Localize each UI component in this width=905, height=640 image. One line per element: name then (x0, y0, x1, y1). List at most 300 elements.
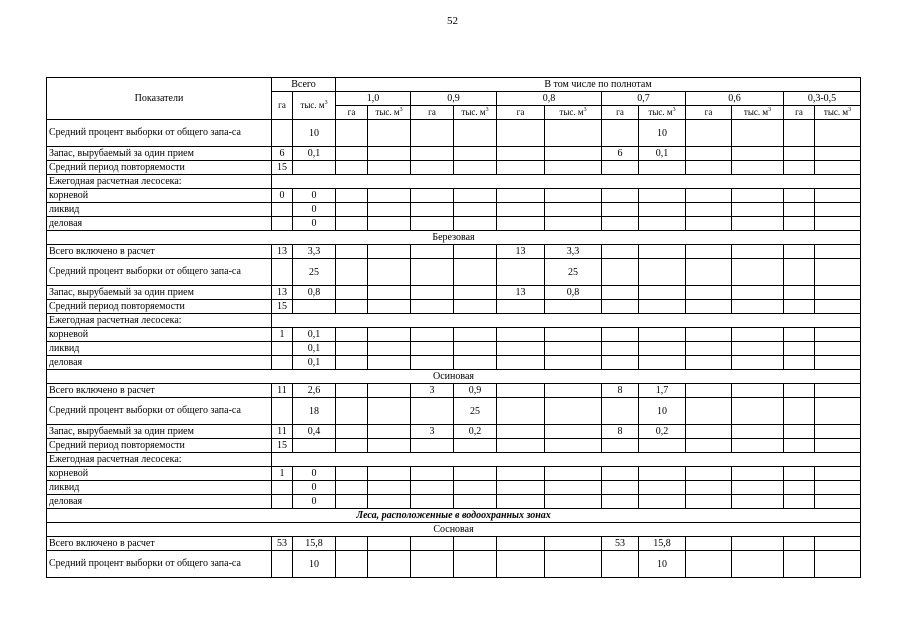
table-cell (454, 286, 497, 300)
table-cell (545, 467, 602, 481)
table-cell (454, 259, 497, 286)
header-density: 1,0 (336, 92, 411, 106)
table-cell (784, 384, 815, 398)
table-cell (497, 384, 545, 398)
table-cell (368, 551, 411, 578)
table-cell (336, 259, 368, 286)
table-row (47, 189, 861, 203)
header-unit-volume: тыс. $м^3$ (815, 106, 861, 120)
table-cell (639, 286, 686, 300)
table-cell (368, 398, 411, 425)
table-cell (784, 481, 815, 495)
table-cell (815, 439, 861, 453)
table-cell (815, 189, 861, 203)
table-cell (815, 537, 861, 551)
table-cell: 3,3 (293, 245, 336, 259)
table-cell (602, 342, 639, 356)
table-cell (732, 328, 784, 342)
table-row (47, 481, 861, 495)
table-cell (411, 189, 454, 203)
table-cell (602, 217, 639, 231)
table-cell (336, 439, 368, 453)
table-cell (272, 495, 293, 509)
table-cell (732, 551, 784, 578)
table-row (47, 509, 861, 523)
table-cell (732, 398, 784, 425)
table-cell (732, 495, 784, 509)
table-cell (639, 189, 686, 203)
table-cell (368, 425, 411, 439)
table-cell (732, 217, 784, 231)
table-cell (336, 342, 368, 356)
table-cell: 25 (293, 259, 336, 286)
table-cell: 0,1 (293, 356, 336, 370)
header-indicators: Показатели (47, 78, 272, 120)
table-row (47, 495, 861, 509)
table-cell (545, 439, 602, 453)
table-cell (815, 425, 861, 439)
table-cell (639, 481, 686, 495)
table-cell: 0 (293, 495, 336, 509)
table-cell (454, 300, 497, 314)
table-cell: 15 (272, 161, 293, 175)
table-cell (732, 537, 784, 551)
page-number: 52 (447, 15, 458, 27)
table-cell (545, 203, 602, 217)
header-unit-volume: тыс. $м^3$ (639, 106, 686, 120)
table-cell (784, 342, 815, 356)
table-cell (411, 551, 454, 578)
table-cell: 0,1 (293, 147, 336, 161)
table-cell (497, 425, 545, 439)
table-cell: 53 (272, 537, 293, 551)
table-cell (368, 495, 411, 509)
table-cell (272, 398, 293, 425)
row-empty (272, 453, 861, 467)
table-cell (639, 495, 686, 509)
table-cell (545, 384, 602, 398)
table-cell: 6 (602, 147, 639, 161)
table-cell (411, 147, 454, 161)
table-cell: 11 (272, 425, 293, 439)
table-cell (639, 217, 686, 231)
table-cell (411, 161, 454, 175)
table-cell (815, 356, 861, 370)
table-cell (411, 286, 454, 300)
table-cell (368, 203, 411, 217)
table-cell (368, 537, 411, 551)
table-cell (686, 439, 732, 453)
table-cell (411, 328, 454, 342)
table-cell (272, 551, 293, 578)
table-cell (368, 245, 411, 259)
row-label: Средний процент выборки от общего запа-са (47, 259, 272, 286)
table-row (47, 175, 861, 189)
table-cell (336, 286, 368, 300)
table-cell (454, 342, 497, 356)
table-cell (784, 300, 815, 314)
table-cell (272, 217, 293, 231)
row-label: корневой (47, 189, 272, 203)
table-cell (368, 300, 411, 314)
table-cell (411, 467, 454, 481)
row-label: ликвид (47, 203, 272, 217)
table-cell (497, 259, 545, 286)
table-cell (545, 425, 602, 439)
table-cell (815, 217, 861, 231)
table-cell (411, 342, 454, 356)
table-cell (497, 398, 545, 425)
section-heading: Осиновая (47, 370, 861, 384)
table-cell: 0 (293, 467, 336, 481)
table-cell: 10 (639, 551, 686, 578)
table-cell (602, 120, 639, 147)
table-cell (336, 551, 368, 578)
table-cell (545, 328, 602, 342)
table-cell (336, 203, 368, 217)
table-cell (602, 356, 639, 370)
table-row (47, 356, 861, 370)
table-cell: 0,1 (639, 147, 686, 161)
header-unit-volume: тыс. $м^3$ (368, 106, 411, 120)
table-cell (454, 189, 497, 203)
table-cell: 1 (272, 328, 293, 342)
table-cell (272, 356, 293, 370)
table-cell (454, 495, 497, 509)
table-cell (784, 356, 815, 370)
header-total-volume: тыс. $м^3$ (293, 92, 336, 120)
table-cell (732, 245, 784, 259)
table-cell (497, 551, 545, 578)
table-row (47, 398, 861, 425)
table-cell (497, 342, 545, 356)
table-row (47, 342, 861, 356)
table-cell (411, 259, 454, 286)
table-cell (497, 328, 545, 342)
table-cell (272, 342, 293, 356)
table-cell (815, 203, 861, 217)
table-cell: 18 (293, 398, 336, 425)
header-by-density: В том числе по полнотам (336, 78, 861, 92)
table-cell (639, 439, 686, 453)
table-cell (368, 342, 411, 356)
table-cell (454, 537, 497, 551)
table-cell (686, 120, 732, 147)
table-cell (411, 537, 454, 551)
table-cell (815, 467, 861, 481)
table-cell (815, 384, 861, 398)
forest-table (46, 77, 861, 578)
row-label: Средний период повторяемости (47, 439, 272, 453)
table-cell (336, 328, 368, 342)
table-cell (497, 203, 545, 217)
table-cell (784, 398, 815, 425)
table-cell (639, 259, 686, 286)
table-cell (497, 439, 545, 453)
header-unit-volume: тыс. $м^3$ (545, 106, 602, 120)
table-cell: 25 (545, 259, 602, 286)
table-row (47, 537, 861, 551)
table-cell (336, 189, 368, 203)
table-cell (732, 189, 784, 203)
table-cell (454, 551, 497, 578)
table-cell (732, 356, 784, 370)
table-cell: 2,6 (293, 384, 336, 398)
table-cell (411, 398, 454, 425)
row-label: Ежегодная расчетная лесосека: (47, 453, 272, 467)
table-cell: 0 (293, 203, 336, 217)
table-cell (336, 120, 368, 147)
table-cell (815, 342, 861, 356)
table-cell (686, 384, 732, 398)
table-cell (545, 342, 602, 356)
table-cell (368, 286, 411, 300)
table-cell (497, 356, 545, 370)
table-cell (784, 217, 815, 231)
table-row (47, 328, 861, 342)
table-cell: 0,8 (293, 286, 336, 300)
table-cell: 13 (272, 286, 293, 300)
table-cell: 13 (497, 286, 545, 300)
table-cell (497, 161, 545, 175)
table-cell (336, 467, 368, 481)
row-label: корневой (47, 328, 272, 342)
header-unit-volume: тыс. $м^3$ (732, 106, 784, 120)
table-cell (732, 161, 784, 175)
table-cell (293, 161, 336, 175)
table-cell (454, 203, 497, 217)
table-cell (639, 245, 686, 259)
table-cell (639, 342, 686, 356)
table-cell (602, 300, 639, 314)
row-label: Средний процент выборки от общего запа-са (47, 398, 272, 425)
table-cell (454, 481, 497, 495)
table-cell (784, 147, 815, 161)
table-row (47, 203, 861, 217)
table-cell (545, 120, 602, 147)
table-cell (336, 425, 368, 439)
table-cell (497, 495, 545, 509)
section-heading: Леса, расположенные в водоохранных зонах (47, 509, 861, 523)
table-cell (293, 300, 336, 314)
table-cell (784, 328, 815, 342)
table-cell (784, 439, 815, 453)
table-cell (639, 300, 686, 314)
header-unit-volume: тыс. $м^3$ (454, 106, 497, 120)
table-cell: 53 (602, 537, 639, 551)
table-cell (686, 147, 732, 161)
row-label: ликвид (47, 481, 272, 495)
table-cell (411, 217, 454, 231)
table-cell (602, 203, 639, 217)
row-label: деловая (47, 495, 272, 509)
table-cell (545, 537, 602, 551)
table-cell (272, 120, 293, 147)
table-cell (272, 203, 293, 217)
header-density: 0,8 (497, 92, 602, 106)
table-cell (784, 189, 815, 203)
table-cell: 15 (272, 439, 293, 453)
table-cell (784, 120, 815, 147)
table-cell (639, 161, 686, 175)
table-row (47, 259, 861, 286)
table-cell (602, 328, 639, 342)
table-cell: 0 (293, 189, 336, 203)
table-row (47, 453, 861, 467)
table-cell (497, 481, 545, 495)
table-cell (815, 245, 861, 259)
table-cell: 10 (293, 120, 336, 147)
row-label: Запас, вырубаемый за один прием (47, 286, 272, 300)
table-cell (602, 467, 639, 481)
table-row (47, 245, 861, 259)
table-cell (411, 495, 454, 509)
table-cell (454, 467, 497, 481)
table-cell (368, 217, 411, 231)
table-cell (368, 120, 411, 147)
table-row (47, 147, 861, 161)
table-cell (272, 481, 293, 495)
table-cell (686, 161, 732, 175)
header-total-ha: га (272, 92, 293, 120)
table-cell: 15,8 (639, 537, 686, 551)
table-cell (602, 495, 639, 509)
table-cell (497, 537, 545, 551)
section-heading: Сосновая (47, 523, 861, 537)
table-cell (732, 481, 784, 495)
table-cell: 13 (272, 245, 293, 259)
table-cell (815, 120, 861, 147)
table-cell (368, 384, 411, 398)
table-cell (686, 245, 732, 259)
table-cell (686, 217, 732, 231)
table-cell (815, 161, 861, 175)
table-cell (411, 481, 454, 495)
table-cell (815, 398, 861, 425)
table-cell (336, 217, 368, 231)
table-row (47, 300, 861, 314)
table-cell (686, 398, 732, 425)
table-cell: 0 (293, 481, 336, 495)
table-cell (368, 147, 411, 161)
table-cell (545, 147, 602, 161)
table-cell (336, 300, 368, 314)
header-total: Всего (272, 78, 336, 92)
table-cell (686, 203, 732, 217)
table-cell: 6 (272, 147, 293, 161)
table-row (47, 161, 861, 175)
table-row (47, 314, 861, 328)
table-cell: 0,1 (293, 342, 336, 356)
table-cell (368, 439, 411, 453)
table-cell (454, 217, 497, 231)
table-cell (545, 189, 602, 203)
header-unit-ha: га (336, 106, 368, 120)
table-cell (336, 245, 368, 259)
table-cell (686, 356, 732, 370)
table-cell (602, 189, 639, 203)
table-cell (411, 245, 454, 259)
row-label: Средний процент выборки от общего запа-са (47, 120, 272, 147)
table-cell (336, 398, 368, 425)
table-cell (602, 259, 639, 286)
table-row (47, 425, 861, 439)
row-label: Ежегодная расчетная лесосека: (47, 175, 272, 189)
table-row (47, 439, 861, 453)
table-cell (732, 259, 784, 286)
row-label: Запас, вырубаемый за один прием (47, 147, 272, 161)
table-cell (368, 161, 411, 175)
table-cell (336, 495, 368, 509)
table-cell (545, 398, 602, 425)
table-cell (686, 551, 732, 578)
table-cell (686, 537, 732, 551)
row-label: Всего включено в расчет (47, 384, 272, 398)
table-cell (784, 425, 815, 439)
table-cell: 1 (272, 467, 293, 481)
table-cell (784, 245, 815, 259)
table-cell (336, 537, 368, 551)
table-cell: 0,8 (545, 286, 602, 300)
table-cell (602, 245, 639, 259)
header-unit-ha: га (602, 106, 639, 120)
table-cell (411, 439, 454, 453)
table-cell: 11 (272, 384, 293, 398)
header-unit-ha: га (411, 106, 454, 120)
table-cell (732, 147, 784, 161)
table-cell (815, 300, 861, 314)
row-label: деловая (47, 356, 272, 370)
table-cell (545, 551, 602, 578)
table-cell: 3 (411, 384, 454, 398)
table-cell (368, 259, 411, 286)
table-cell (732, 467, 784, 481)
table-row (47, 217, 861, 231)
table-cell (454, 328, 497, 342)
table-cell (784, 551, 815, 578)
table-row (47, 384, 861, 398)
table-cell (497, 217, 545, 231)
table-cell (732, 342, 784, 356)
table-cell (815, 495, 861, 509)
table-cell (815, 147, 861, 161)
row-empty (272, 175, 861, 189)
table-cell: 0,2 (639, 425, 686, 439)
table-row (47, 370, 861, 384)
table-cell (784, 161, 815, 175)
table-cell (602, 398, 639, 425)
header-unit-ha: га (784, 106, 815, 120)
row-label: Средний процент выборки от общего запа-са (47, 551, 272, 578)
header-density: 0,6 (686, 92, 784, 106)
table-cell (784, 537, 815, 551)
table-cell (784, 203, 815, 217)
table-cell: 3,3 (545, 245, 602, 259)
table-row (47, 467, 861, 481)
table-cell (732, 384, 784, 398)
section-heading: Березовая (47, 231, 861, 245)
table-cell (497, 120, 545, 147)
table-cell: 1,7 (639, 384, 686, 398)
header-density: 0,9 (411, 92, 497, 106)
table-cell (602, 161, 639, 175)
table-cell (686, 259, 732, 286)
table-cell (602, 439, 639, 453)
table-cell (732, 286, 784, 300)
table-cell (784, 467, 815, 481)
table-cell (784, 286, 815, 300)
table-cell (368, 189, 411, 203)
